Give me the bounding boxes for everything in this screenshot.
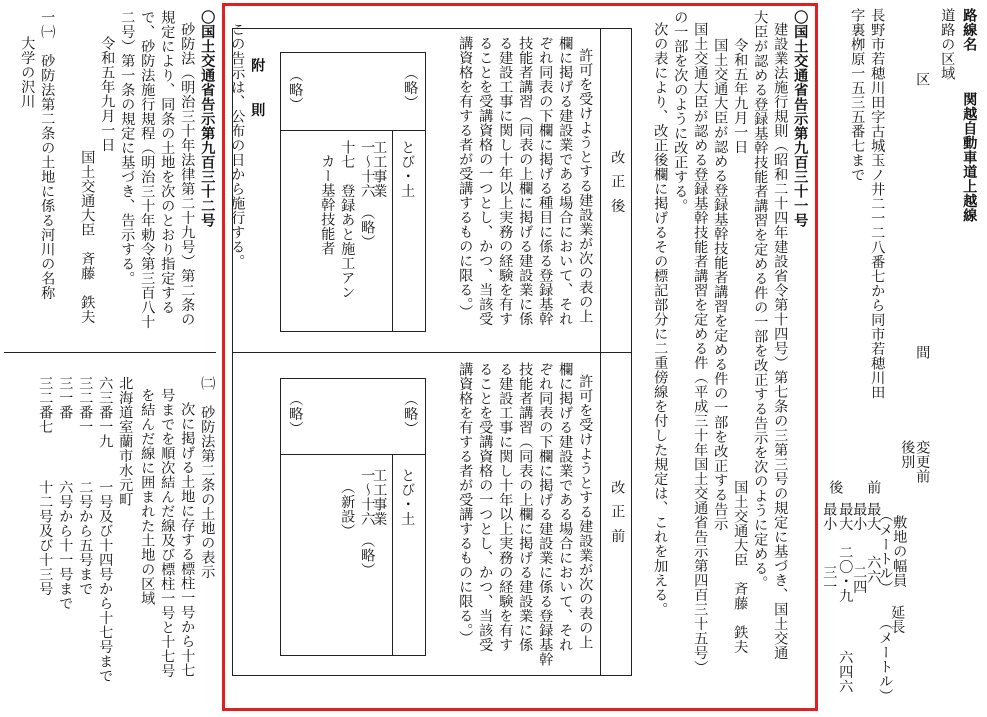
lot-1-posts: 一号及び十四号から十七号まで	[97, 480, 114, 683]
after-inner-col-divider	[392, 130, 393, 332]
lot-3-posts: 六号から十一号まで	[57, 480, 74, 611]
width-value-4: 三一	[821, 565, 838, 594]
route-from-line: 長野市若穂川田字古城玉ノ井二一二八番七から同市若穂川田	[869, 8, 886, 400]
header-after: 改正後	[609, 150, 626, 223]
route-name: 関越自動車道上越線	[961, 92, 978, 223]
notice931-line-4: 国土交通大臣が認める登録基幹技能者講習を定める件の一部を改正する告示	[712, 38, 729, 531]
notice932-title: 〇国土交通省告示第九百三十二号	[199, 10, 216, 228]
after-ryaku-top: （略）	[402, 66, 419, 110]
before-ryaku-bottom: （略）	[287, 392, 304, 436]
notice931-line-7: 次の表により、改正後欄に掲げるその標記部分に二重傍線を付した規定は、これを加える。	[652, 22, 669, 617]
after-text-3: ぞれ同表の下欄に掲げる種目に係る登録基幹	[537, 36, 554, 326]
supplement-title: 附 則	[249, 58, 266, 125]
notice932-line-1: 砂防法（明治三十年法律第二十九号）第二条の	[179, 22, 196, 327]
after-text-5: る建設工事に関し十年以上実務の経験を有す	[497, 36, 514, 326]
before-inner-divider	[280, 454, 426, 455]
notice931-date: 令和五年九月一日	[732, 38, 749, 154]
max-label-1: 最大	[865, 502, 882, 531]
before-cat-1: とび・土	[399, 468, 416, 526]
width-label: 敷地の幅員	[891, 515, 908, 588]
notice932-item2-title: ㈡ 砂防法第二条の土地の表示	[199, 376, 216, 579]
before-label: 前	[865, 480, 882, 495]
notice932-item2-line-3: を結んだ線に囲まれた土地の区域	[139, 388, 156, 606]
lot-2: 三二番一	[77, 376, 94, 434]
lot-4-posts: 十二号及び十三号	[37, 480, 54, 596]
road-area-label: 道路の区域	[939, 8, 956, 81]
before-text-3: ぞれ同表の下欄に掲げる建設業に係る登録基幹	[537, 362, 554, 667]
before-text-5: る建設工事に関し十年以上実務の経験を有す	[497, 362, 514, 652]
width-unit: （メートル）	[877, 508, 894, 595]
after-inner-divider	[280, 130, 426, 131]
after-item-2: 十七 登録あと施工アン	[339, 140, 356, 300]
before-text-6: ることを受講資格の一つとし、かつ、当該受	[477, 362, 494, 652]
change-after-label: 後別	[899, 440, 916, 469]
notice932-line-4: 二号）第一条の規定に基づき、告示する。	[119, 10, 136, 286]
notice931-minister: 国土交通大臣 斉藤 鉄夫	[732, 480, 749, 654]
length-value: 六四六	[837, 650, 854, 694]
notice932-minister: 国土交通大臣 斉藤 鉄夫	[79, 150, 96, 324]
length-label: 延長	[889, 605, 906, 634]
after-text-2: 欄に掲げる建設業である場合において、それ	[557, 36, 574, 326]
before-item-2: （新設）	[339, 480, 356, 538]
after-cat-1: とび・土	[399, 140, 416, 198]
notice932-item1-value: 大学の沢川	[19, 36, 36, 109]
notice931-line-1: 建設業法施行規則（昭和二十四年建設省令第十四号）第七条の三第三号の規定に基づき、国土交通	[772, 22, 789, 660]
width-value-1: 六六	[865, 555, 882, 584]
notice932-line-2: 規定により、同条の土地を次のとおり指定する	[159, 10, 176, 315]
section-label-kan: 間	[914, 345, 931, 360]
lot-4: 三二番七	[37, 376, 54, 434]
length-unit: （メートル）	[877, 616, 894, 703]
after-ryaku-bottom: （略）	[287, 68, 304, 112]
section-label-ku: 区	[914, 72, 931, 87]
before-cat-2: 工工事業	[371, 468, 388, 526]
before-inner-col-divider	[392, 454, 393, 656]
before-text-4: 技能者講習（同表の上欄に掲げる建設業に係	[517, 362, 534, 652]
notice932-item1-title: 一㈠ 砂防法第二条の土地に係る河川の名称	[39, 10, 56, 300]
lot-2-posts: 二号から五号まで	[77, 480, 94, 596]
after-text-6: ることを受講資格の一つとし、かつ、当該受	[477, 36, 494, 326]
route-to-line: 字裏栁原一五三五番七まで	[849, 8, 866, 182]
notice932-place: 北海道室蘭市水元町	[117, 376, 134, 507]
notice932-line-3: で、砂防法施行規程（明治三十年勅令第三百八十	[139, 10, 156, 329]
before-item-1: 一〜十六 （略）	[359, 468, 376, 577]
after-text-7: 講資格を有する者が受講するものに限る。）	[457, 36, 474, 319]
notice932-item2-line-1: 次に掲げる土地に存する標柱一号から十七	[179, 402, 196, 678]
before-text-2: 欄に掲げる建設業である場合において、それ	[557, 362, 574, 652]
after-item-3: カー基幹技能者	[319, 154, 336, 256]
min-label-2: 最小	[821, 502, 838, 531]
notice932-divider	[4, 352, 216, 353]
before-text-1: 許可を受けようとする建設業が次の表の上	[577, 374, 594, 650]
supplement-text: この告示は、公布の日から施行する。	[229, 22, 246, 269]
route-name-label: 路線名	[961, 8, 978, 52]
width-value-3: 二〇・九	[837, 545, 854, 603]
notice931-title: 〇国土交通省告示第九百三十一号	[792, 10, 809, 228]
after-item-1: 一〜十六 （略）	[359, 140, 376, 249]
notice931-line-6: の一部を次のように改正する。	[672, 10, 689, 213]
after-text-4: 技能者講習（同表の上欄に掲げる建設業に係	[517, 36, 534, 326]
width-value-2: 二四	[851, 565, 868, 594]
notice932-item2-line-2: 号までを順次結んだ線及び標柱一号と十七号	[159, 388, 176, 678]
min-label-1: 最小	[851, 502, 868, 531]
notice931-line-5: 国土交通大臣が認める登録基幹技能者講習を定める件（平成三十年国土交通省告示第四百三十五号）	[692, 22, 709, 675]
before-text-7: 講資格を有する者が受講するものに限る。）	[457, 362, 474, 645]
header-before: 改正前	[609, 480, 626, 553]
change-before-label: 変更前	[914, 440, 931, 484]
after-text-1: 許可を受けようとする建設業が次の表の上	[577, 48, 594, 324]
max-label-2: 最大	[837, 502, 854, 531]
after-label: 後	[827, 480, 844, 495]
notice932-date: 令和五年九月一日	[99, 36, 116, 152]
lot-3: 三一番	[57, 376, 74, 420]
before-ryaku-top: （略）	[402, 392, 419, 436]
after-cat-2: 工工事業	[371, 140, 388, 198]
notice931-line-2: 大臣が認める登録基幹技能者講習を定める件の一部を改正する告示を次のように定める。	[752, 10, 769, 590]
lot-1: 六三番一九	[97, 376, 114, 449]
table-middle-divider	[232, 352, 632, 353]
